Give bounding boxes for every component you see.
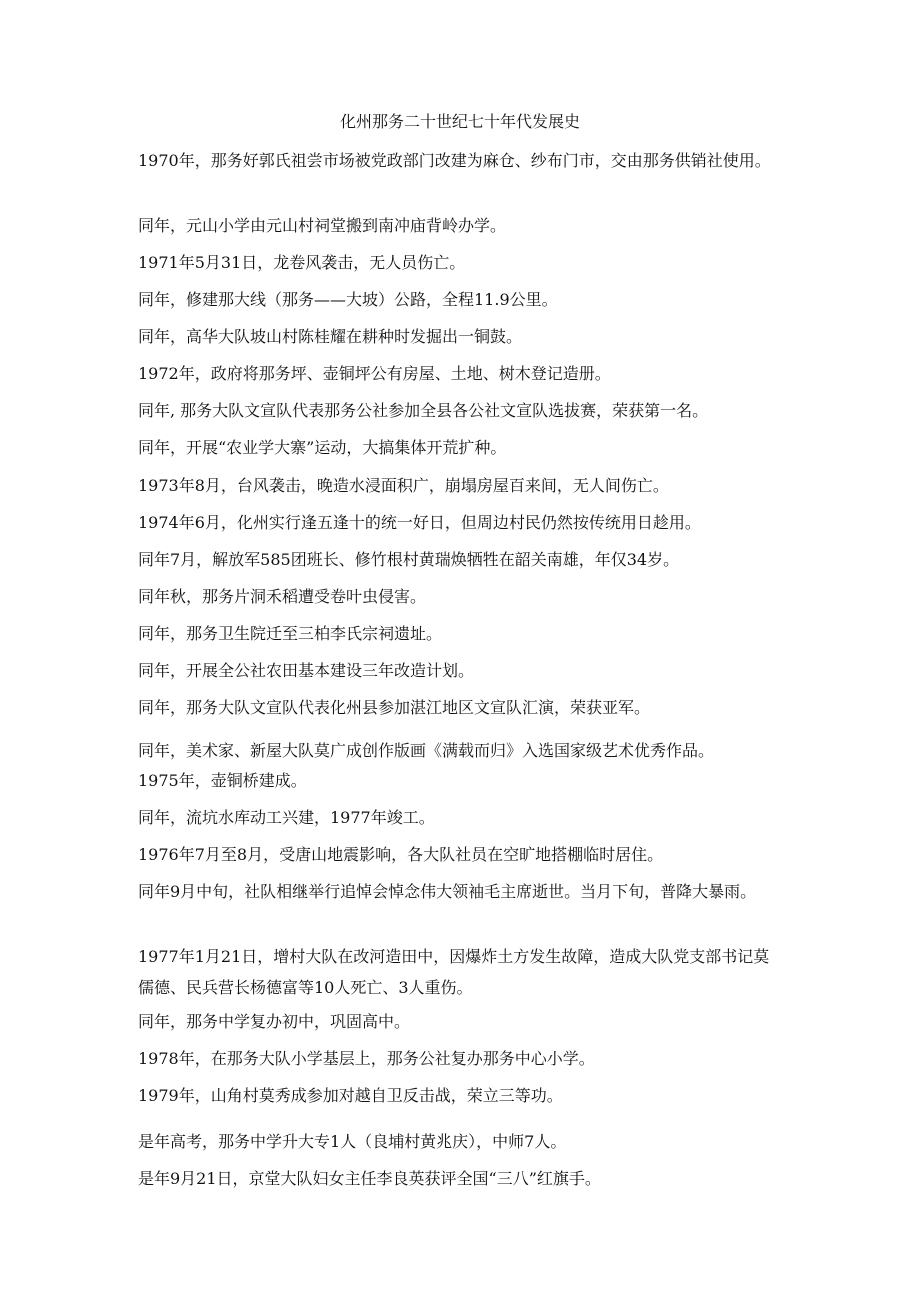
- paragraph: 1978年，在那务大队小学基层上，那务公社复办那务中心小学。: [138, 1049, 595, 1068]
- paragraph: 同年9月中旬，社队相继举行追悼会悼念伟大领袖毛主席逝世。当月下旬，普降大暴雨。: [138, 882, 757, 901]
- paragraph: 1976年7月至8月，受唐山地震影响，各大队社员在空旷地搭棚临时居住。: [138, 845, 664, 864]
- paragraph: 同年，开展“农业学大寨”运动，大搞集体开荒扩种。: [138, 438, 507, 457]
- paragraph: 1977年1月21日，增村大队在改河造田中，因爆炸土方发生故障，造成大队党支部书记莫儒德、民兵营长杨德富等10人死亡、3人重伤。: [138, 947, 770, 997]
- paragraph: 1970年，那务好郭氏祖尝市场被党政部门改建为麻仓、纱布门市，交由那务供销社使用。: [138, 151, 771, 170]
- paragraph: 1974年6月，化州实行逢五逢十的统一好日，但周边村民仍然按传统用日趁用。: [138, 513, 701, 532]
- paragraph: 同年7月，解放军585团班长、修竹根村黄瑞焕牺牲在韶关南雄，年仅34岁。: [138, 550, 680, 569]
- paragraph: 同年，那务卫生院迁至三柏李氏宗祠遗址。: [138, 624, 443, 643]
- document-title: 化州那务二十世纪七十年代发展史: [339, 112, 580, 131]
- paragraph: 1971年5月31日，龙卷风袭击，无人员伤亡。: [138, 253, 466, 272]
- paragraph: 同年，开展全公社农田基本建设三年改造计划。: [138, 661, 475, 680]
- paragraph: 是年9月21日，京堂大队妇女主任李良英获评全国“三八”红旗手。: [138, 1169, 601, 1188]
- paragraph: 同年秋，那务片洞禾稻遭受卷叶虫侵害。: [138, 587, 427, 606]
- paragraph: 1979年，山角村莫秀成参加对越自卫反击战，荣立三等功。: [138, 1086, 563, 1105]
- paragraph: 1972年，政府将那务坪、壶铜坪公有房屋、土地、树木登记造册。: [138, 364, 611, 383]
- paragraph: 同年，美术家、新屋大队莫广成创作版画《满载而归》入选国家级艺术优秀作品。: [138, 741, 715, 760]
- paragraph: 同年，修建那大线（那务——大坡）公路，全程11.9公里。: [138, 290, 558, 309]
- paragraph: 1975年，壶铜桥建成。: [138, 771, 307, 790]
- paragraph: 同年, 那务大队文宣队代表那务公社参加全县各公社文宣队选拔赛，荣获第一名。: [138, 401, 709, 420]
- paragraph: 同年，高华大队坡山村陈桂耀在耕种时发掘出一铜鼓。: [138, 327, 523, 346]
- paragraph: 同年，流坑水库动工兴建，1977年竣工。: [138, 808, 435, 827]
- paragraph: 是年高考，那务中学升大专1人（良埔村黄兆庆），中师7人。: [138, 1132, 567, 1151]
- paragraph: 1973年8月，台风袭击，晚造水浸面积广，崩塌房屋百来间，无人间伤亡。: [138, 476, 669, 495]
- paragraph: 同年，元山小学由元山村祠堂搬到南冲庙背岭办学。: [138, 216, 507, 235]
- paragraph: 同年，那务中学复办初中，巩固高中。: [138, 1012, 411, 1031]
- paragraph: 同年，那务大队文宣队代表化州县参加湛江地区文宣队汇演，荣获亚军。: [138, 698, 651, 717]
